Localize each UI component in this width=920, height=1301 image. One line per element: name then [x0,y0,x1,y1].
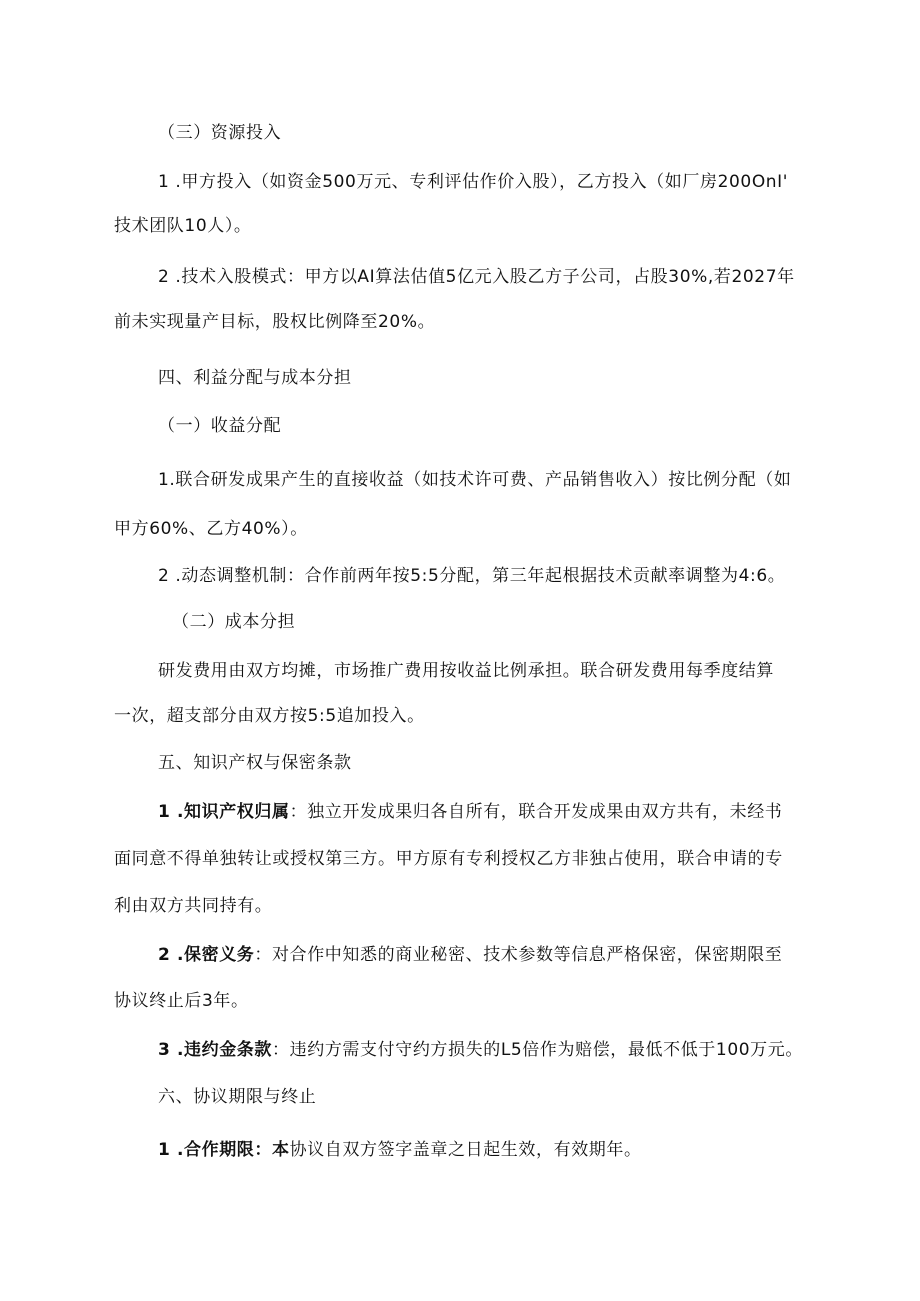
item-text: ：违约方需支付守约方损失的L5倍作为赔偿，最低不低于100万元。 [272,1040,803,1060]
paragraph-line: 2 .动态调整机制：合作前两年按5:5分配，第三年起根据技术贡献率调整为4:6。 [158,566,786,586]
item-text: ：对合作中知悉的商业秘密、技术参数等信息严格保密，保密期限至 [254,945,783,965]
paragraph-line [158,1139,642,1161]
paragraph-line: 一次，超支部分由双方按5:5追加投入。 [114,706,425,726]
paragraph-line: 2 .技术入股模式：甲方以AI算法估值5亿元入股乙方子公司，占股30%,若2027年 [158,267,795,287]
paragraph-line: 1.联合研发成果产生的直接收益（如技术许可费、产品销售收入）按比例分配（如 [158,470,792,490]
subsection-heading-resources: （三）资源投入 [158,123,282,143]
paragraph-line: 研发费用由双方均摊，市场推广费用按收益比例承担。联合研发费用每季度结算 [158,661,774,681]
subsection-heading-cost: （二）成本分担 [172,612,296,632]
item-text: ：独立开发成果归各自所有，联合开发成果由双方共有，未经书 [289,802,783,822]
item-label: 3 .违约金条款 [158,1040,273,1060]
paragraph-line: 面同意不得单独转让或授权第三方。甲方原有专利授权乙方非独占使用，联合申请的专 [114,849,783,869]
section-heading-term: 六、协议期限与终止 [158,1087,317,1107]
paragraph-line [158,1039,803,1061]
item-text: 协议自双方签字盖章之日起生效，有效期年。 [289,1140,642,1160]
paragraph-line: 技术团队10人）。 [114,216,252,236]
section-heading-ip: 五、知识产权与保密条款 [158,753,352,773]
paragraph-line: 前未实现量产目标，股权比例降至20%。 [114,312,436,332]
item-label: 1 .知识产权归属 [158,802,290,822]
paragraph-line [158,944,782,966]
paragraph-line: 利由双方共同持有。 [114,896,273,916]
paragraph-line: 1 .甲方投入（如资金500万元、专利评估作价入股），乙方投入（如厂房200OnI' [158,172,789,192]
paragraph-line [158,801,782,823]
paragraph-line: 协议终止后3年。 [114,991,249,1011]
item-label: 1 .合作期限：本 [158,1140,290,1160]
subsection-heading-revenue: （一）收益分配 [158,416,282,436]
paragraph-line: 甲方60%、乙方40%）。 [114,519,308,539]
item-label: 2 .保密义务 [158,945,255,965]
section-heading-benefits: 四、利益分配与成本分担 [158,368,352,388]
